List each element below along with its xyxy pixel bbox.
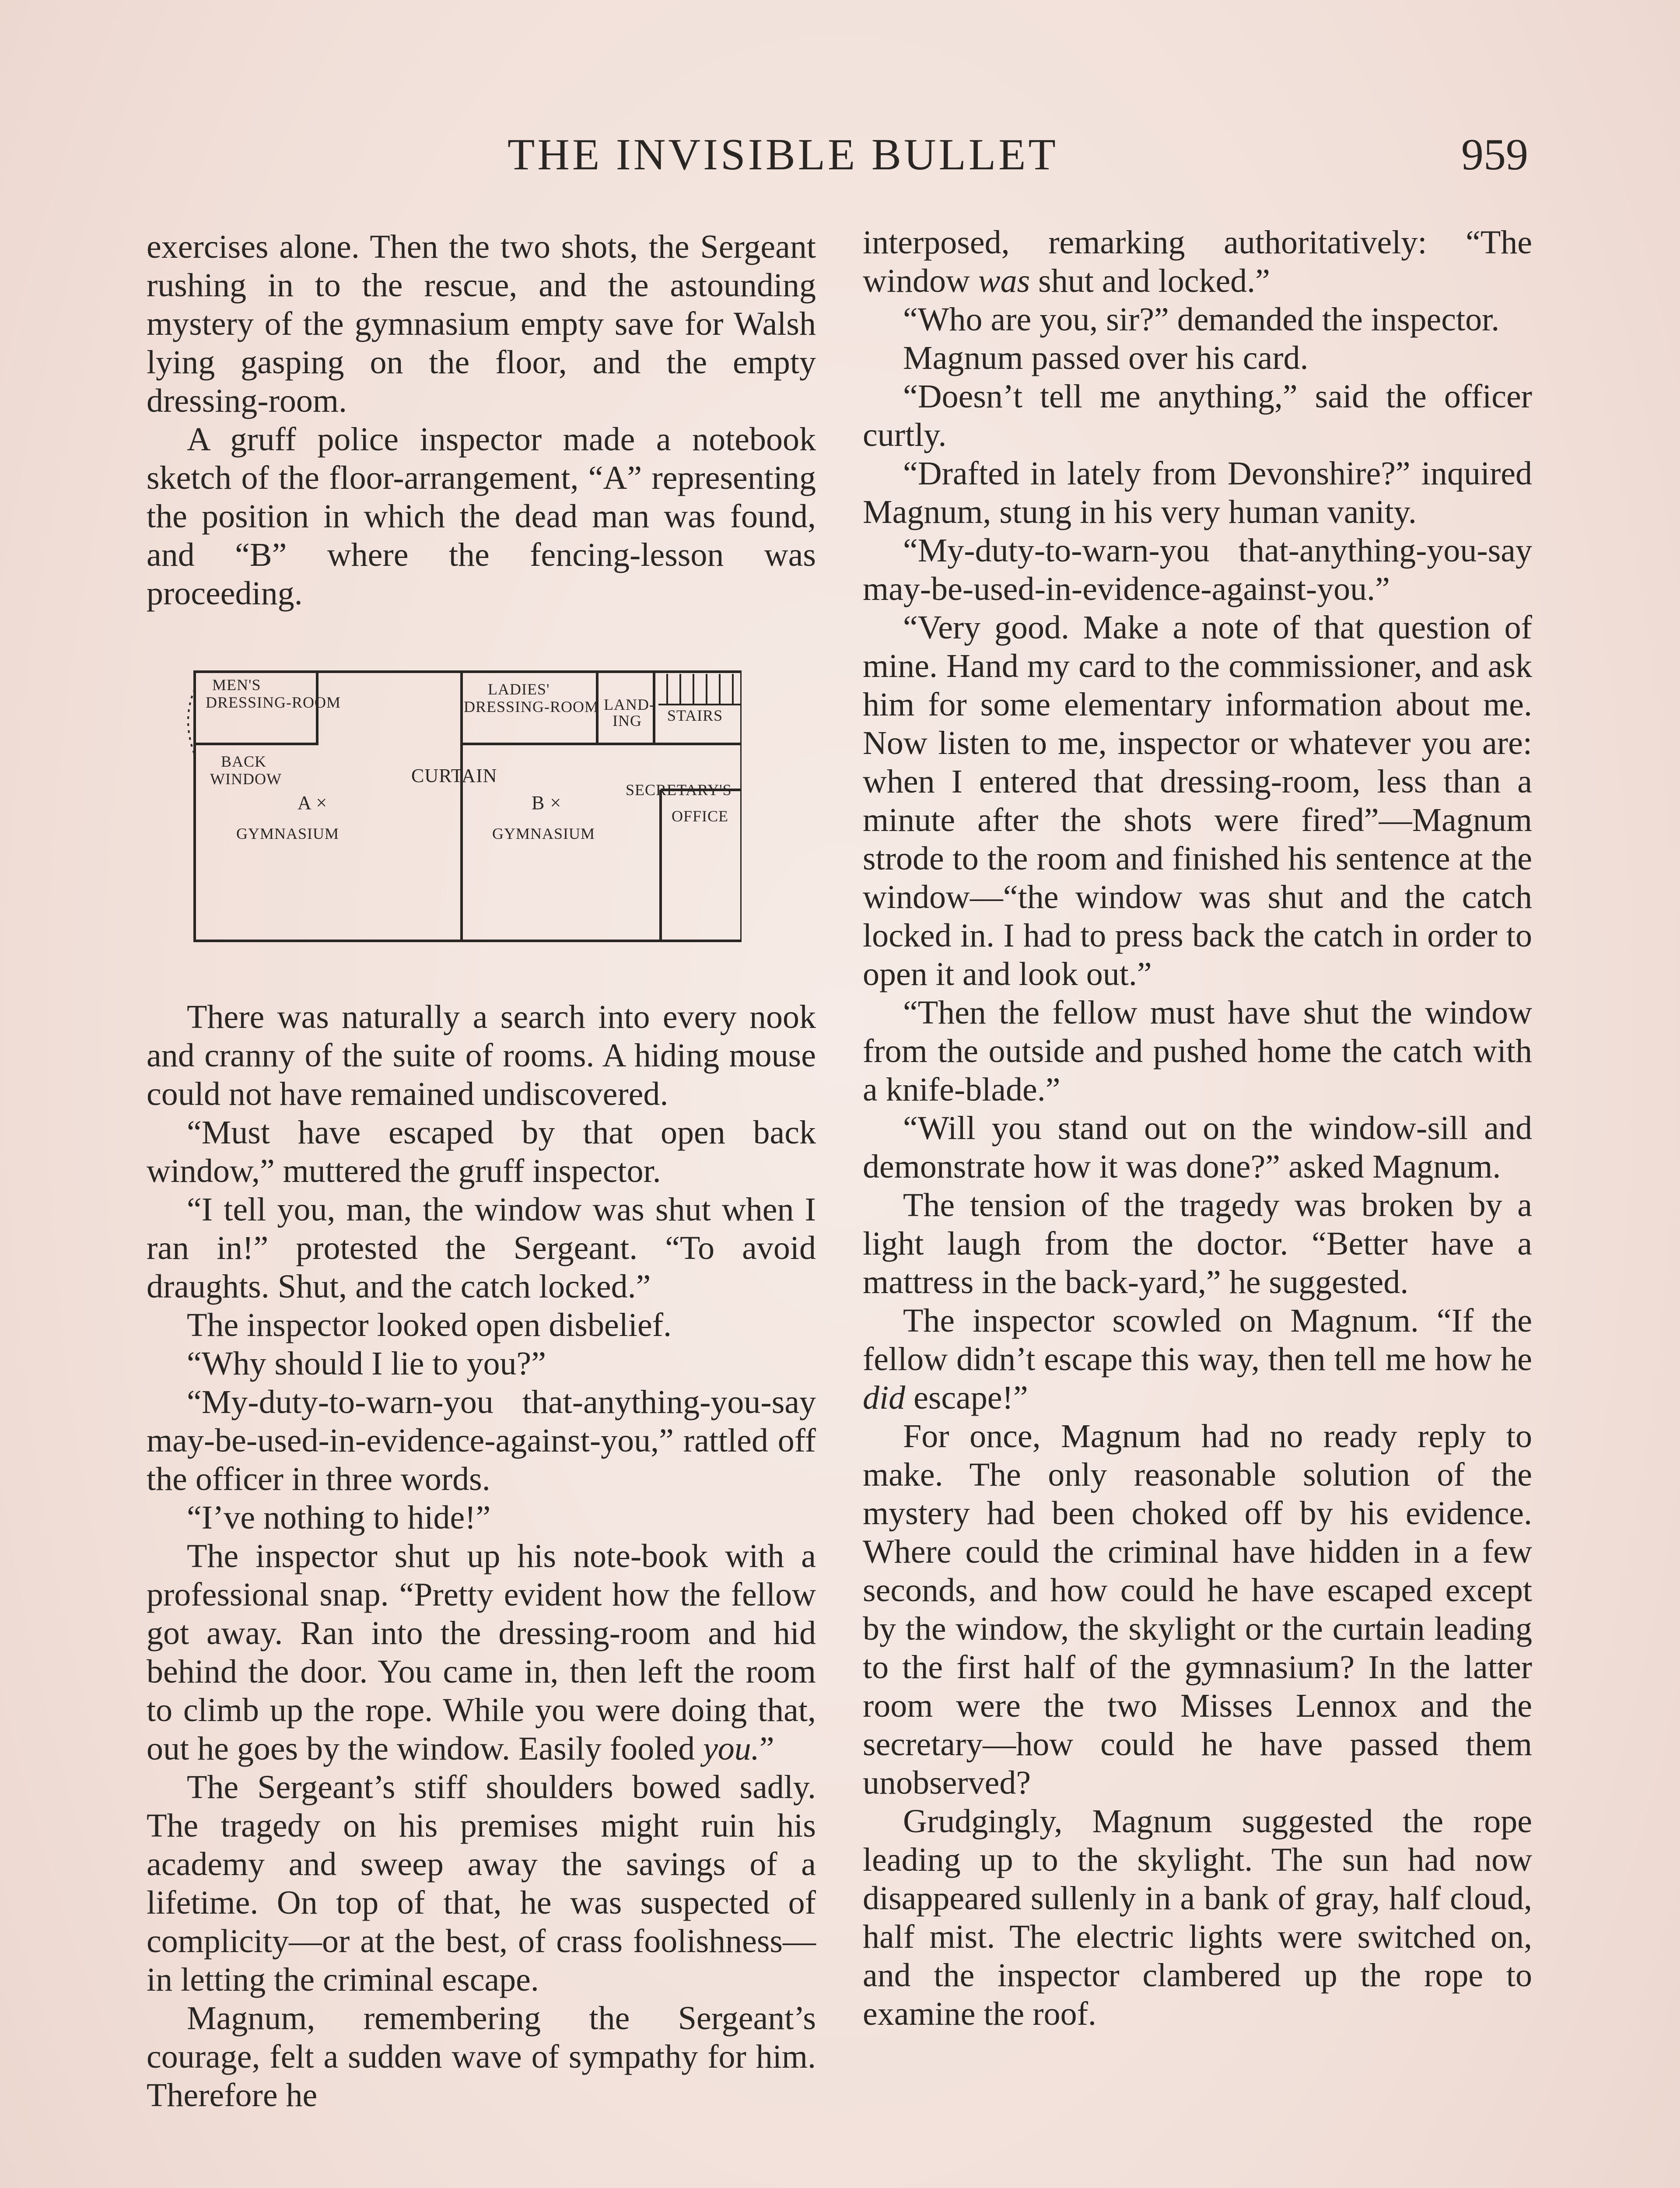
paragraph: exercises alone. Then the two shots, the Sergeant rushing in to the rescue, and the astounding mystery of the gymnasium empty save for Walsh lying gasping on the floor, and the empty dressing-room. — [147, 228, 816, 419]
paragraph: “Very good. Make a note of that question of mine. Hand my card to the commissioner, and ask him for some elementary information about me. Now listen to me, inspector or whatever you are: when I entered that dressing-room, less than a minute after the shots were fired”—Magnum strode to the room and finished his sentence at the window—“the window was shut and the catch locked in. I had to press back the catch in order to open it and look out.” — [863, 609, 1532, 992]
office-label-1: SECRETARY'S — [626, 781, 732, 799]
paragraph: “Drafted in lately from Devonshire?” inquired Magnum, stung in his very human vanity. — [863, 455, 1532, 530]
ladies-label-1: LADIES' — [488, 680, 550, 698]
right-column — [863, 223, 1532, 2033]
paragraph: “My-duty-to-warn-you that-anything-you-say may-be-used-in-evidence-against-you,” rattled off the officer in three words. — [147, 1384, 816, 1497]
stairs-label: STAIRS — [667, 707, 723, 724]
ladies-label-2: DRESSING-ROOM — [464, 698, 599, 715]
paragraph: “I’ve nothing to hide!” — [187, 1499, 491, 1536]
point-a-label: A × — [298, 792, 328, 813]
paragraph: Magnum passed over his card. — [903, 340, 1309, 376]
paragraph: Grudgingly, Magnum suggested the rope leading up to the skylight. The sun had now disappeared sullenly in a bank of gray, half cloud, half mist. The electric lights were switched on, and the inspector clambered up the rope to examine the roof. — [863, 1803, 1532, 2032]
paragraph: The tension of the tragedy was broken by a light laugh from the doctor. “Better have a mattress in the back-yard,” he suggested. — [863, 1187, 1532, 1301]
paragraph: “My-duty-to-warn-you that-anything-you-say may-be-used-in-evidence-against-you.” — [863, 532, 1532, 607]
floor-plan-diagram — [186, 663, 908, 947]
left-column — [147, 228, 816, 2114]
paragraph: “Will you stand out on the window-sill and demonstrate how it was done?” asked Magnum. — [863, 1110, 1532, 1185]
paragraph: The inspector scowled on Magnum. “If the fellow didn’t escape this way, then tell me how he did escape!” — [863, 1302, 1532, 1416]
running-title: THE INVISIBLE BULLET — [508, 130, 1058, 179]
paragraph: “Who are you, sir?” demanded the inspector. — [903, 301, 1500, 338]
paragraph: There was naturally a search into every nook and cranny of the suite of rooms. A hiding mouse could not have remained undiscovered. — [147, 999, 816, 1112]
mens-label-1: MEN'S — [212, 676, 261, 694]
paragraph: “Must have escaped by that open back window,” muttered the gruff inspector. — [147, 1114, 816, 1189]
landing-label-1: LAND- — [604, 696, 655, 713]
office-label-2: OFFICE — [672, 807, 729, 825]
paragraph: “Why should I lie to you?” — [187, 1345, 546, 1382]
paragraph: A gruff police inspector made a notebook sketch of the floor-arrangement, “A” representing the position in which the dead man was found, and “B” where the fencing-lesson was proceeding. — [147, 421, 816, 612]
back-window-label-1: BACK — [221, 753, 267, 770]
paragraph: “Doesn’t tell me anything,” said the officer curtly. — [863, 378, 1532, 453]
page-number: 959 — [1461, 130, 1528, 179]
paragraph: “Then the fellow must have shut the window from the outside and pushed home the catch with a knife-blade.” — [863, 994, 1532, 1108]
curtain-label: CURTAIN — [411, 765, 497, 786]
mens-label-2: DRESSING-ROOM — [206, 694, 341, 711]
paragraph: The Sergeant’s stiff shoulders bowed sadly. The tragedy on his premises might ruin his academy and sweep away the savings of a lifetime. On top of that, he was suspected of complicity—or at the best, of crass foolishness—in letting the criminal escape. — [147, 1769, 816, 1998]
gymnasium-right-label: GYMNASIUM — [492, 825, 595, 842]
landing-label-2: ING — [612, 712, 642, 729]
paragraph: “I tell you, man, the window was shut when I ran in!” protested the Sergeant. “To avoid draughts. Shut, and the catch locked.” — [147, 1191, 816, 1305]
paragraph: For once, Magnum had no ready reply to make. The only reasonable solution of the mystery had been choked off by his evidence. Where could the criminal have hidden in a few seconds, and how could he have escaped except by the window, the skylight or the curtain leading to the first half of the gymnasium? In the latter room were the two Misses Lennox and the secretary—how could he have passed them unobserved? — [863, 1418, 1532, 1801]
page-header — [0, 129, 1680, 195]
paragraph: The inspector looked open disbelief. — [187, 1307, 672, 1343]
paragraph: The inspector shut up his note-book with a professional snap. “Pretty evident how the fellow got away. Ran into the dressing-room and hid behind the door. You came in, then left the room to climb up the rope. While you were doing that, out he goes by the window. Easily fooled you.” — [147, 1538, 816, 1767]
paragraph: interposed, remarking authoritatively: “The window was shut and locked.” — [863, 224, 1532, 299]
gymnasium-left-label: GYMNASIUM — [236, 825, 340, 842]
back-window-label-2: WINDOW — [210, 770, 282, 788]
point-b-label: B × — [532, 792, 562, 813]
paragraph: Magnum, remembering the Sergeant’s courage, felt a sudden wave of sympathy for him. Therefore he — [147, 2000, 816, 2114]
